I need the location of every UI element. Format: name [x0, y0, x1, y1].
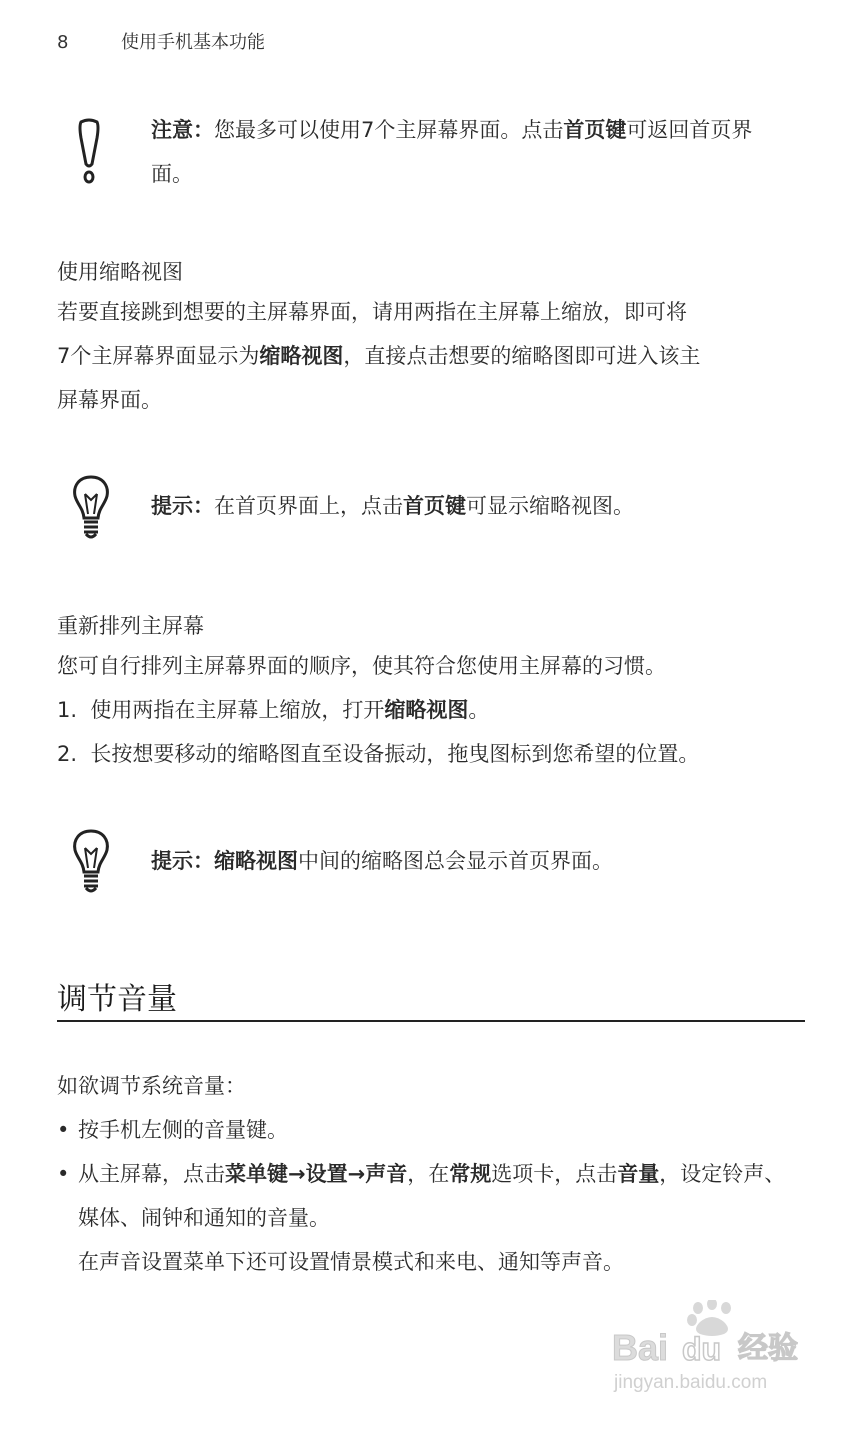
tip-text [151, 484, 791, 528]
step-text: 使用两指在主屏幕上缩放，打开 [90, 698, 385, 722]
step-text-end: 。 [468, 698, 490, 722]
chapter-title: 使用手机基本功能 [121, 32, 265, 53]
home-key-term: 首页键 [403, 494, 466, 518]
paragraph-line: 若要直接跳到想要的主屏幕界面，请用两指在主屏幕上缩放，即可将 [57, 300, 687, 324]
volume-term: 音量 [617, 1162, 660, 1186]
menu-path-term: 菜单键→设置→声音 [225, 1162, 408, 1186]
general-tab-term: 常规 [449, 1162, 492, 1186]
text-run: ，直接点击想要的缩略图即可进入该主 [343, 344, 701, 368]
step-item [57, 732, 699, 776]
tip-body-1: 在首页界面上，点击 [214, 494, 403, 518]
step-item [57, 688, 489, 732]
note-callout [57, 108, 817, 198]
bullet-item [57, 1108, 802, 1152]
note-body-1: 您最多可以使用7个主屏幕界面。点击 [214, 118, 564, 142]
thumbnail-view-term: 缩略视图 [384, 698, 469, 722]
bullet-extra-text: 在声音设置菜单下还可设置情景模式和来电、通知等声音。 [78, 1250, 624, 1274]
step-text: 长按想要移动的缩略图直至设备振动，拖曳图标到您希望的位置。 [90, 742, 700, 766]
tip-text [151, 839, 791, 883]
tip-label: 提示： [151, 494, 214, 518]
lightbulb-icon [71, 828, 111, 898]
bullet-dot: • [57, 1162, 70, 1186]
page-number: 8 [57, 32, 69, 53]
baidu-watermark [612, 1300, 812, 1395]
step-number: 2. [57, 742, 78, 766]
svg-text:经验: 经验 [738, 1331, 798, 1366]
rearrange-intro: 您可自行排列主屏幕界面的顺序，使其符合您使用主屏幕的习惯。 [57, 654, 666, 678]
thumbnail-view-term: 缩略视图 [214, 849, 298, 873]
home-key-term: 首页键 [563, 118, 627, 142]
paragraph-line: 屏幕界面。 [57, 388, 162, 412]
thumbnail-paragraph [57, 290, 802, 422]
note-text [151, 108, 791, 196]
svg-text:jingyan.baidu.com: jingyan.baidu.com [614, 1372, 768, 1393]
svg-text:du: du [682, 1331, 722, 1367]
exclamation-icon [71, 118, 107, 190]
baidu-logo-icon [612, 1300, 812, 1395]
subheading-rearrange: 重新排列主屏幕 [57, 614, 204, 638]
text-run: 选项卡，点击 [491, 1162, 618, 1186]
tip-callout [57, 826, 817, 906]
bullet-text: 按手机左侧的音量键。 [78, 1118, 288, 1142]
subheading-thumbnail-view: 使用缩略视图 [57, 260, 183, 284]
bullet-text [57, 1152, 802, 1240]
paragraph-line [57, 334, 802, 378]
tip-body-2: 可显示缩略视图。 [466, 494, 634, 518]
note-label: 注意： [151, 118, 214, 142]
svg-text:Bai: Bai [612, 1327, 669, 1368]
section-divider [57, 1020, 805, 1022]
page-header [57, 28, 265, 54]
tip-label: 提示： [151, 849, 214, 873]
tip-callout [57, 470, 817, 550]
text-run: ，在 [407, 1162, 450, 1186]
bullet-dot: • [57, 1118, 70, 1142]
tip-body: 中间的缩略图总会显示首页界面。 [298, 849, 613, 873]
section-title-volume: 调节音量 [57, 982, 177, 1017]
thumbnail-view-term: 缩略视图 [259, 344, 344, 368]
step-number: 1. [57, 698, 78, 722]
note-body-2: 可返回首页界面。 [151, 118, 753, 186]
text-run: ，设定铃声、媒体、闹钟和通知的音量。 [78, 1162, 786, 1230]
text-run: 从主屏幕，点击 [78, 1162, 225, 1186]
text-run: 7个主屏幕界面显示为 [57, 344, 260, 368]
bullet-item [57, 1152, 802, 1284]
lightbulb-icon [71, 474, 111, 544]
volume-intro: 如欲调节系统音量： [57, 1074, 246, 1098]
